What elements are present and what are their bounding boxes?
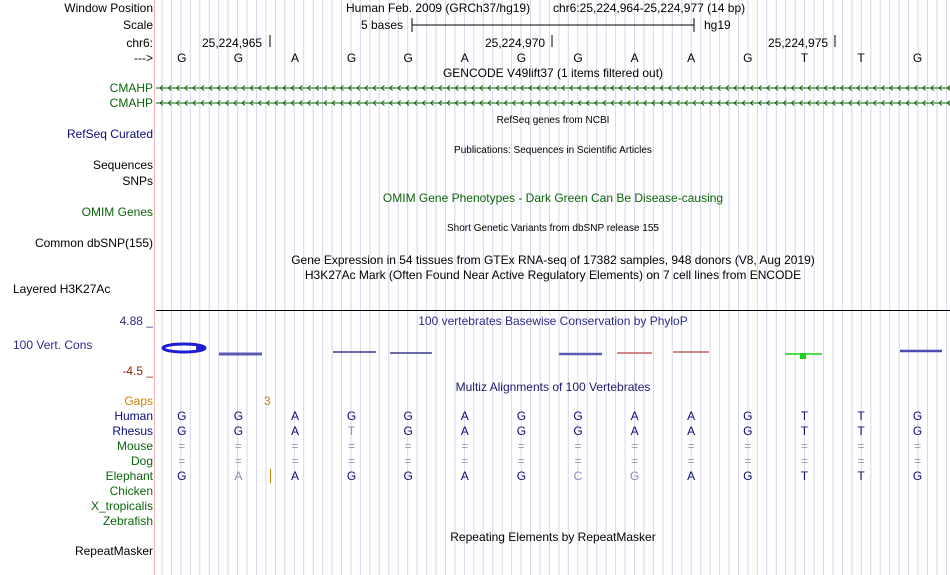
gaps-value: 3 — [264, 394, 271, 408]
gtex-track-title[interactable]: Gene Expression in 54 tissues from GTEx RNA-seq of 17382 samples, 948 donors (V8, Aug 2019) — [291, 253, 815, 267]
cons-max-label: 4.88 _ — [119, 314, 153, 328]
elephant-insertion-mark — [270, 469, 271, 483]
alignment-base: T — [347, 424, 356, 438]
gaps-label: Gaps — [124, 394, 153, 408]
alignment-base: G — [177, 469, 187, 483]
alignment-base: = — [348, 439, 356, 453]
position-text[interactable]: chr6:25,224,964-25,224,977 (14 bp) — [553, 1, 746, 15]
alignment-base: A — [687, 409, 696, 423]
alignment-base: G — [233, 409, 244, 423]
alignment-base: A — [460, 409, 469, 423]
sequence-base: T — [800, 51, 809, 65]
alignment-base: = — [800, 439, 808, 453]
species-label-rhesus[interactable]: Rhesus — [112, 424, 153, 438]
alignment-base: G — [233, 424, 244, 438]
vert-cons-label[interactable]: 100 Vert. Cons — [13, 338, 93, 352]
alignment-base: = — [404, 439, 412, 453]
alignment-base: = — [461, 454, 469, 468]
sequence-base: A — [460, 51, 469, 65]
repeatmasker-label[interactable]: RepeatMasker — [74, 544, 153, 558]
alignment-base: G — [743, 424, 753, 438]
scale-bar-text: 5 bases — [361, 18, 404, 32]
alignment-base: G — [912, 409, 923, 423]
alignment-base: = — [631, 454, 639, 468]
sequence-base: G — [403, 51, 413, 65]
alignment-base: = — [178, 454, 186, 468]
species-label-chicken[interactable]: Chicken — [109, 484, 153, 498]
common-dbsnp-label[interactable]: Common dbSNP(155) — [34, 236, 153, 250]
alignment-base: = — [744, 454, 752, 468]
species-label-dog[interactable]: Dog — [130, 454, 153, 468]
alignment-base: = — [234, 439, 242, 453]
cons-min-label: -4.5 _ — [122, 364, 153, 378]
scale-label: Scale — [122, 18, 153, 32]
strand-label: ---> — [134, 51, 153, 65]
gene-feature-line — [156, 86, 950, 91]
species-label-x_tropicalis[interactable]: X_tropicalis — [90, 499, 153, 513]
alignment-base: = — [517, 454, 525, 468]
sequence-base: G — [743, 51, 753, 65]
layered-h3k27ac-label[interactable]: Layered H3K27Ac — [13, 282, 111, 296]
sequence-base: A — [290, 51, 299, 65]
sequence-base: A — [630, 51, 639, 65]
alignment-base: G — [346, 469, 357, 483]
alignment-base: G — [346, 409, 357, 423]
alignment-base: G — [403, 424, 413, 438]
omim-genes-label[interactable]: OMIM Genes — [81, 205, 153, 219]
alignment-base: T — [857, 424, 865, 438]
gencode-track-title[interactable]: GENCODE V49lift37 (1 items filtered out) — [442, 66, 664, 80]
dbsnp-track-title[interactable]: Short Genetic Variants from dbSNP release 155 — [447, 223, 659, 234]
gene-feature-line — [156, 101, 950, 106]
sequence-base: G — [177, 51, 187, 65]
sequences-label[interactable]: Sequences — [92, 158, 153, 172]
sequence-base: G — [516, 51, 527, 65]
gene-label-cmahp-2[interactable]: CMAHP — [109, 96, 153, 110]
alignment-base: = — [574, 439, 582, 453]
alignment-base: G — [743, 409, 753, 423]
alignment-base: = — [178, 439, 186, 453]
alignment-base: G — [403, 469, 413, 483]
refseq-track-title[interactable]: RefSeq genes from NCBI — [496, 115, 610, 126]
sequence-base: A — [687, 51, 696, 65]
alignment-base: = — [404, 454, 412, 468]
omim-track-title[interactable]: OMIM Gene Phenotypes - Dark Green Can Be Disease-causing — [382, 191, 724, 205]
species-label-mouse[interactable]: Mouse — [116, 439, 153, 453]
alignment-base: A — [687, 424, 696, 438]
cons-bar — [800, 353, 806, 359]
alignment-base: A — [460, 469, 469, 483]
coord-tick-3: 25,224,975 — [768, 36, 829, 50]
repeatmasker-track-title[interactable]: Repeating Elements by RepeatMasker — [450, 530, 656, 544]
assembly-text[interactable]: Human Feb. 2009 (GRCh37/hg19) — [346, 1, 531, 15]
alignment-base: = — [687, 454, 695, 468]
alignment-base: = — [234, 454, 242, 468]
sequence-base: G — [573, 51, 583, 65]
alignment-base: G — [516, 409, 527, 423]
gene-features[interactable] — [0, 80, 950, 112]
alignment-base: = — [800, 454, 808, 468]
alignment-base: A — [290, 424, 299, 438]
alignment-base: A — [460, 424, 469, 438]
alignment-base: G — [403, 409, 413, 423]
alignment-base: G — [573, 424, 583, 438]
alignment-base: G — [516, 424, 527, 438]
alignment-base: = — [517, 439, 525, 453]
sequence-base: G — [912, 51, 923, 65]
alignment-base: T — [800, 409, 809, 423]
alignment-base: G — [912, 424, 923, 438]
alignment-base: = — [914, 454, 922, 468]
alignment-base: G — [743, 469, 753, 483]
species-label-zebrafish[interactable]: Zebrafish — [102, 514, 153, 528]
alignment-base: A — [687, 469, 696, 483]
gene-label-cmahp-1[interactable]: CMAHP — [109, 81, 153, 95]
alignment-base: = — [348, 454, 356, 468]
alignment-base: T — [857, 469, 865, 483]
conservation-plot[interactable] — [0, 338, 950, 362]
refseq-curated-label[interactable]: RefSeq Curated — [66, 127, 153, 141]
window-position-label: Window Position — [64, 1, 153, 15]
alignment-base: A — [290, 469, 299, 483]
alignment-base: G — [177, 409, 187, 423]
alignment-base: T — [800, 424, 809, 438]
alignment-base: A — [290, 409, 299, 423]
alignment-base: = — [461, 439, 469, 453]
alignment-base: G — [573, 409, 583, 423]
alignment-base: A — [630, 424, 639, 438]
coord-tick-1: 25,224,965 — [202, 36, 263, 50]
sequence-base: T — [857, 51, 865, 65]
chr-label: chr6: — [126, 36, 153, 50]
alignment-base: G — [516, 469, 527, 483]
alignment-base: = — [857, 454, 865, 468]
sequence-base: G — [233, 51, 244, 65]
alignment-base: = — [857, 439, 865, 453]
alignment-base: = — [291, 439, 299, 453]
multiz-track-title[interactable]: Multiz Alignments of 100 Vertebrates — [455, 380, 651, 394]
sequence-base: G — [346, 51, 357, 65]
alignment-base: = — [687, 439, 695, 453]
coord-tick-2: 25,224,970 — [485, 36, 546, 50]
h3k27ac-track-title[interactable]: H3K27Ac Mark (Often Found Near Active Regulatory Elements) on 7 cell lines from ENCODE — [304, 268, 802, 282]
alignment-base: G — [629, 469, 640, 483]
alignment-base: G — [177, 424, 187, 438]
species-label-human[interactable]: Human — [114, 409, 153, 423]
alignment-base: = — [914, 439, 922, 453]
snps-label[interactable]: SNPs — [122, 174, 153, 188]
species-label-elephant[interactable]: Elephant — [105, 469, 153, 483]
alignment-base: = — [631, 439, 639, 453]
alignment-base: G — [912, 469, 923, 483]
alignment-base: = — [574, 454, 582, 468]
alignment-base: A — [630, 409, 639, 423]
alignment-base: = — [744, 439, 752, 453]
alignment-base: T — [800, 469, 809, 483]
alignment-base: T — [857, 409, 865, 423]
alignment-base: C — [573, 469, 583, 483]
alignment-base: A — [234, 469, 243, 483]
alignment-base: = — [291, 454, 299, 468]
sequences-track-title[interactable]: Publications: Sequences in Scientific Articles — [454, 145, 652, 156]
scale-db: hg19 — [704, 18, 731, 32]
conservation-track-title[interactable]: 100 vertebrates Basewise Conservation by PhyloP — [418, 314, 688, 328]
h3k27ac-baseline — [156, 310, 950, 311]
